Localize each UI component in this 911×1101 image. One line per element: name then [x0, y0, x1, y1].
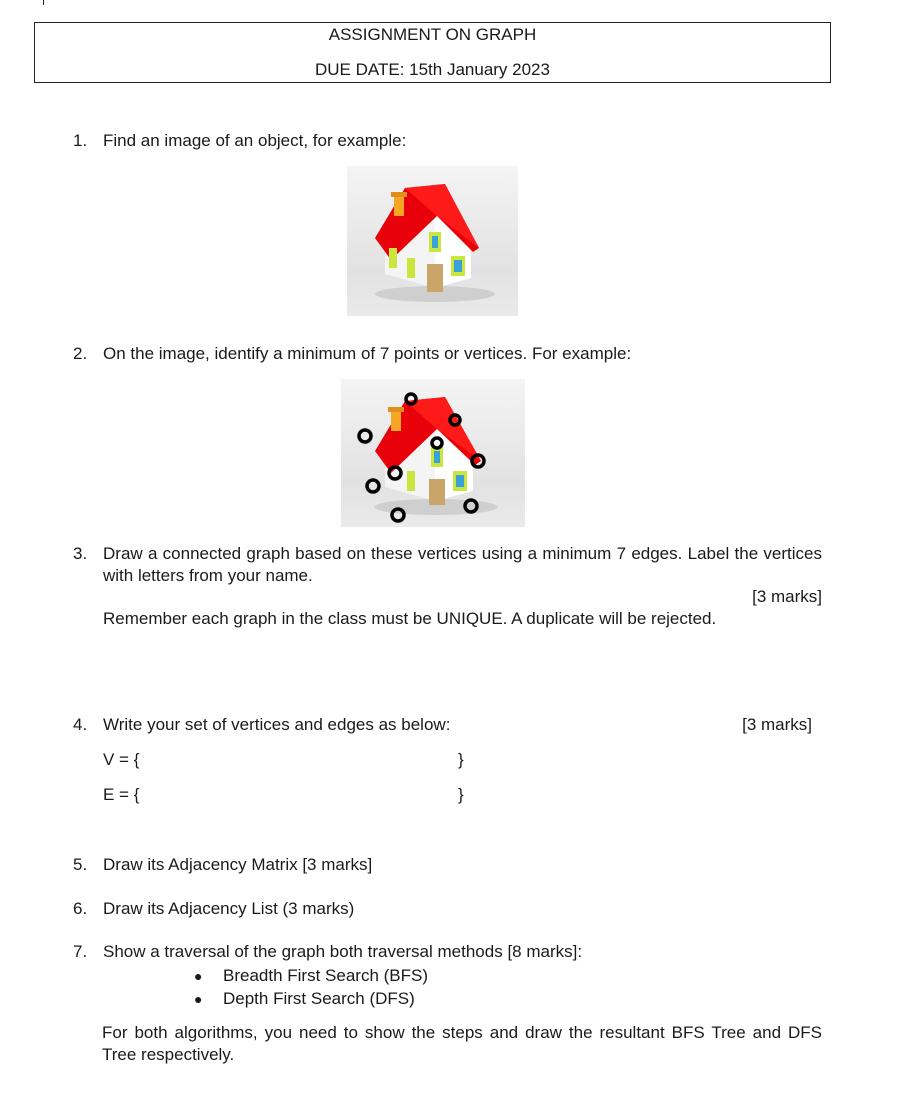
assignment-title: ASSIGNMENT ON GRAPH: [328, 25, 537, 44]
question-note: For both algorithms, you need to show the steps and draw the resultant BFS Tree and DFS Tree respectively.: [102, 1023, 822, 1064]
question-text: On the image, identify a minimum of 7 points or vertices. For example:: [103, 344, 632, 363]
question-text: Draw its Adjacency Matrix [3 marks]: [103, 855, 373, 874]
question-number: 1.: [73, 131, 88, 150]
question-text: Draw a connected graph based on these vertices using a minimum 7 edges. Label the vertices with letters from your name.: [103, 544, 822, 585]
question-text: Write your set of vertices and edges as below:: [103, 715, 451, 734]
marks: [3 marks]: [752, 587, 822, 606]
edge-set-close: }: [458, 785, 464, 804]
vertex-set-close: }: [458, 750, 464, 769]
question-text: Show a traversal of the graph both traversal methods [8 marks]:: [103, 942, 583, 961]
question-text: Draw its Adjacency List (3 marks): [103, 899, 355, 918]
header-box: [34, 22, 831, 83]
bullet-item: Depth First Search (DFS): [223, 989, 415, 1008]
question-number: 7.: [73, 942, 88, 961]
question-number: 4.: [73, 715, 88, 734]
question-text: Find an image of an object, for example:: [103, 131, 407, 150]
house-with-vertices-image: [341, 379, 525, 527]
question-note: Remember each graph in the class must be UNIQUE. A duplicate will be rejected.: [103, 609, 717, 628]
bullet-icon: ●: [194, 968, 203, 984]
bullet-item: Breadth First Search (BFS): [223, 966, 429, 985]
vertex-set-label: V = {: [103, 750, 140, 769]
question-number: 6.: [73, 899, 88, 918]
question-number: 3.: [73, 544, 88, 563]
edge-set-label: E = {: [103, 785, 140, 804]
question-number: 5.: [73, 855, 88, 874]
text-cursor-mark: [43, 0, 44, 5]
question-number: 2.: [73, 344, 88, 363]
bullet-icon: ●: [194, 991, 203, 1007]
house-image: [347, 166, 518, 316]
due-date: DUE DATE: 15th January 2023: [315, 60, 550, 79]
marks: [3 marks]: [742, 715, 812, 734]
